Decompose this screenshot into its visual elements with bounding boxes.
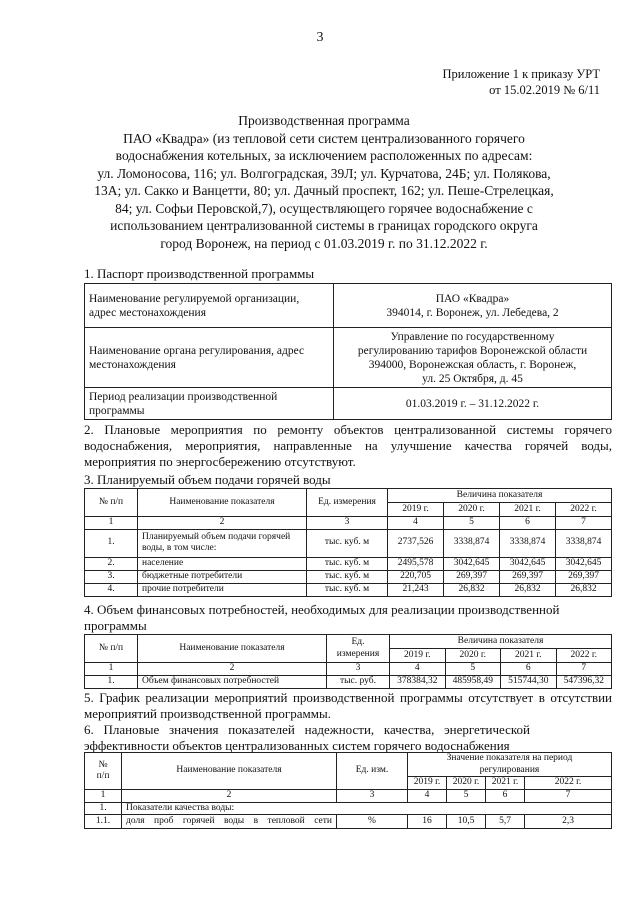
indicators-table (84, 752, 612, 829)
row-value: 3042,645 (444, 557, 500, 570)
row-unit: тыс. куб. м (307, 583, 388, 596)
row-name: Объем финансовых потребностей (138, 675, 327, 688)
year-header: 2019 г. (388, 503, 444, 517)
finance-table (84, 634, 612, 689)
table-group-row (85, 802, 612, 815)
passport-row (85, 388, 612, 420)
col-num-header: № п/п (85, 635, 138, 663)
col-name-header: Наименование показателя (138, 635, 327, 663)
row-value: 3338,874 (500, 529, 556, 557)
row-num: 3. (85, 570, 138, 583)
row-value: 10,5 (447, 815, 486, 829)
section4-heading-line-2: программы (84, 618, 147, 633)
table-row (85, 675, 612, 688)
passport-value-line: ПАО «Квадра» (435, 292, 510, 305)
volume-table (84, 488, 612, 597)
row-value: 21,243 (388, 583, 444, 596)
table-index-row (85, 790, 612, 803)
col-unit-header: Ед. измерения (307, 489, 388, 517)
title-line-3: водоснабжения котельных, за исключением расположенных по адресам: (115, 148, 533, 163)
passport-value: 01.03.2019 г. – 31.12.2022 г. (334, 388, 612, 420)
year-header: 2022 г. (525, 777, 612, 790)
index-cell: 7 (556, 663, 612, 676)
passport-row (85, 284, 612, 328)
index-cell: 5 (447, 790, 486, 803)
section2-text: 2. Плановые мероприятия по ремонту объектов централизованной системы горячего водоснабжения, мероприятия, направленные на улучшение качества горячей воды, мероприятия по энергосбережению отсутствуют. (84, 422, 612, 469)
col-unit-header-line: Ед. (351, 637, 365, 647)
table-header-row (85, 489, 612, 503)
col-unit-header: Ед. изм. (337, 753, 408, 790)
index-cell: 7 (525, 790, 612, 803)
passport-row (85, 328, 612, 388)
year-header: 2022 г. (556, 649, 612, 663)
index-cell: 3 (307, 517, 388, 530)
year-header: 2020 г. (444, 503, 500, 517)
year-header: 2021 г. (501, 649, 557, 663)
row-num: 1.1. (85, 815, 122, 829)
title-line-5: 13А; ул. Сакко и Ванцетти, 80; ул. Дачный проспект, 162; ул. Пеше-Стрелецкая, (94, 183, 554, 198)
index-cell: 4 (390, 663, 446, 676)
index-cell: 2 (138, 663, 327, 676)
row-value: 2495,578 (388, 557, 444, 570)
title-line-6: 84; ул. Софьи Перовской,7), осуществляющего горячее водоснабжение с (115, 200, 533, 216)
index-cell: 3 (337, 790, 408, 803)
col-unit-header (327, 635, 390, 663)
table-row (85, 529, 612, 557)
row-num: 1. (85, 675, 138, 688)
row-name: Планируемый объем подачи горячей воды, в том числе: (138, 529, 307, 557)
row-num: 1. (85, 529, 138, 557)
col-value-header-line: регулирования (479, 764, 540, 775)
index-cell: 4 (408, 790, 447, 803)
appendix-line-1: Приложение 1 к приказу УРТ (442, 67, 600, 81)
passport-label: Наименование органа регулирования, адрес местонахождения (85, 328, 334, 388)
title-line-2: ПАО «Квадра» (из тепловой сети систем централизованного горячего (123, 130, 525, 146)
row-value: 515744,30 (501, 675, 557, 688)
row-value: 5,7 (486, 815, 525, 829)
row-value: 2737,526 (388, 529, 444, 557)
appendix-line-2: от 15.02.2019 № 6/11 (489, 83, 600, 97)
section5-text: 5. График реализации мероприятий производственной программы отсутствует в отсутствии мероприятий производственной программы. (84, 690, 612, 721)
index-cell: 2 (138, 517, 307, 530)
passport-value-line: 394014, г. Воронеж, ул. Лебедева, 2 (386, 306, 559, 319)
row-value: 3338,874 (444, 529, 500, 557)
year-header: 2020 г. (447, 777, 486, 790)
row-value: 3338,874 (556, 529, 612, 557)
row-value: 269,397 (556, 570, 612, 583)
table-index-row (85, 663, 612, 676)
index-cell: 3 (327, 663, 390, 676)
col-value-header-line: Значение показателя на период (446, 753, 573, 763)
table-header-row (85, 753, 612, 777)
table-row (85, 583, 612, 596)
col-value-header: Величина показателя (388, 489, 612, 503)
index-cell: 1 (85, 790, 122, 803)
table-row (85, 557, 612, 570)
index-cell: 2 (122, 790, 337, 803)
passport-value-line: Управление по государственному (390, 330, 555, 343)
section4-heading (84, 602, 612, 634)
row-value: 269,397 (500, 570, 556, 583)
row-name: прочие потребители (138, 583, 307, 596)
year-header: 2020 г. (445, 649, 501, 663)
title-line-7: использованием централизованной системы в границах городского округа (110, 218, 538, 233)
title-line-4: ул. Ломоносова, 116; ул. Волгоградская, 39Л; ул. Курчатова, 24Б; ул. Полякова, (97, 165, 551, 181)
year-header: 2021 г. (500, 503, 556, 517)
passport-value (334, 284, 612, 328)
row-value: 269,397 (444, 570, 500, 583)
index-cell: 6 (486, 790, 525, 803)
section4-heading-line-1: 4. Объем финансовых потребностей, необходимых для реализации производственной (84, 602, 560, 617)
row-name: население (138, 557, 307, 570)
index-cell: 6 (500, 517, 556, 530)
row-unit: тыс. куб. м (307, 529, 388, 557)
row-value: 2,3 (525, 815, 612, 829)
row-unit: тыс. куб. м (307, 557, 388, 570)
year-header: 2019 г. (390, 649, 446, 663)
table-index-row (85, 517, 612, 530)
table-header-row (85, 635, 612, 649)
row-num: 2. (85, 557, 138, 570)
index-cell: 1 (85, 517, 138, 530)
row-name: бюджетные потребители (138, 570, 307, 583)
document-title (84, 112, 564, 252)
table-row (85, 815, 612, 829)
row-name: доля проб горячей воды в тепловой сети (122, 815, 337, 829)
row-unit: тыс. руб. (327, 675, 390, 688)
index-cell: 4 (388, 517, 444, 530)
year-header: 2021 г. (486, 777, 525, 790)
row-value: 485958,49 (445, 675, 501, 688)
row-num: 4. (85, 583, 138, 596)
title-line-1: Производственная программа (238, 113, 410, 128)
col-value-header: Величина показателя (390, 635, 612, 649)
year-header: 2022 г. (556, 503, 612, 517)
col-value-header (408, 753, 612, 777)
row-value: 547396,32 (556, 675, 612, 688)
row-value: 220,705 (388, 570, 444, 583)
passport-value-line: регулированию тарифов Воронежской области (357, 344, 588, 357)
row-value: 26,832 (444, 583, 500, 596)
section3-heading: 3. Планируемый объем подачи горячей воды (84, 472, 331, 487)
section6-heading-line-2: эффективности объектов централизованных систем горячего водоснабжения (84, 738, 510, 753)
row-group-name: Показатели качества воды: (122, 802, 612, 815)
row-value: 26,832 (556, 583, 612, 596)
index-cell: 5 (444, 517, 500, 530)
passport-value-line: ул. 25 Октября, д. 45 (422, 372, 523, 385)
row-value: 16 (408, 815, 447, 829)
row-unit: тыс. куб. м (307, 570, 388, 583)
col-name-header: Наименование показателя (122, 753, 337, 790)
col-num-header-line: п/п (96, 771, 110, 781)
row-unit: % (337, 815, 408, 829)
col-num-header: № п/п (85, 489, 138, 517)
row-value: 3042,645 (556, 557, 612, 570)
passport-label: Наименование регулируемой организации, адрес местонахождения (85, 284, 334, 328)
index-cell: 1 (85, 663, 138, 676)
section6-heading-line-1: 6. Плановые значения показателей надежности, качества, энергетической (84, 722, 530, 737)
section1-heading: 1. Паспорт производственной программы (84, 266, 315, 281)
col-name-header: Наименование показателя (138, 489, 307, 517)
page-number: 3 (316, 30, 324, 45)
year-header: 2019 г. (408, 777, 447, 790)
appendix-note (443, 66, 601, 98)
passport-value (334, 328, 612, 388)
title-line-8: город Воронеж, на период с 01.03.2019 г. по 31.12.2022 г. (160, 235, 488, 251)
passport-label: Период реализации производственной программы (85, 388, 334, 420)
table-row (85, 570, 612, 583)
index-cell: 7 (556, 517, 612, 530)
col-num-header (85, 753, 122, 790)
col-unit-header-line: измерения (336, 648, 380, 659)
row-num: 1. (85, 802, 122, 815)
index-cell: 6 (501, 663, 557, 676)
index-cell: 5 (445, 663, 501, 676)
passport-table (84, 283, 612, 420)
section6-heading (84, 722, 612, 754)
col-num-header-line: № (98, 759, 108, 770)
passport-value-line: 394000, Воронежская область, г. Воронеж, (368, 358, 577, 371)
row-value: 3042,645 (500, 557, 556, 570)
row-value: 26,832 (500, 583, 556, 596)
row-value: 378384,32 (390, 675, 446, 688)
